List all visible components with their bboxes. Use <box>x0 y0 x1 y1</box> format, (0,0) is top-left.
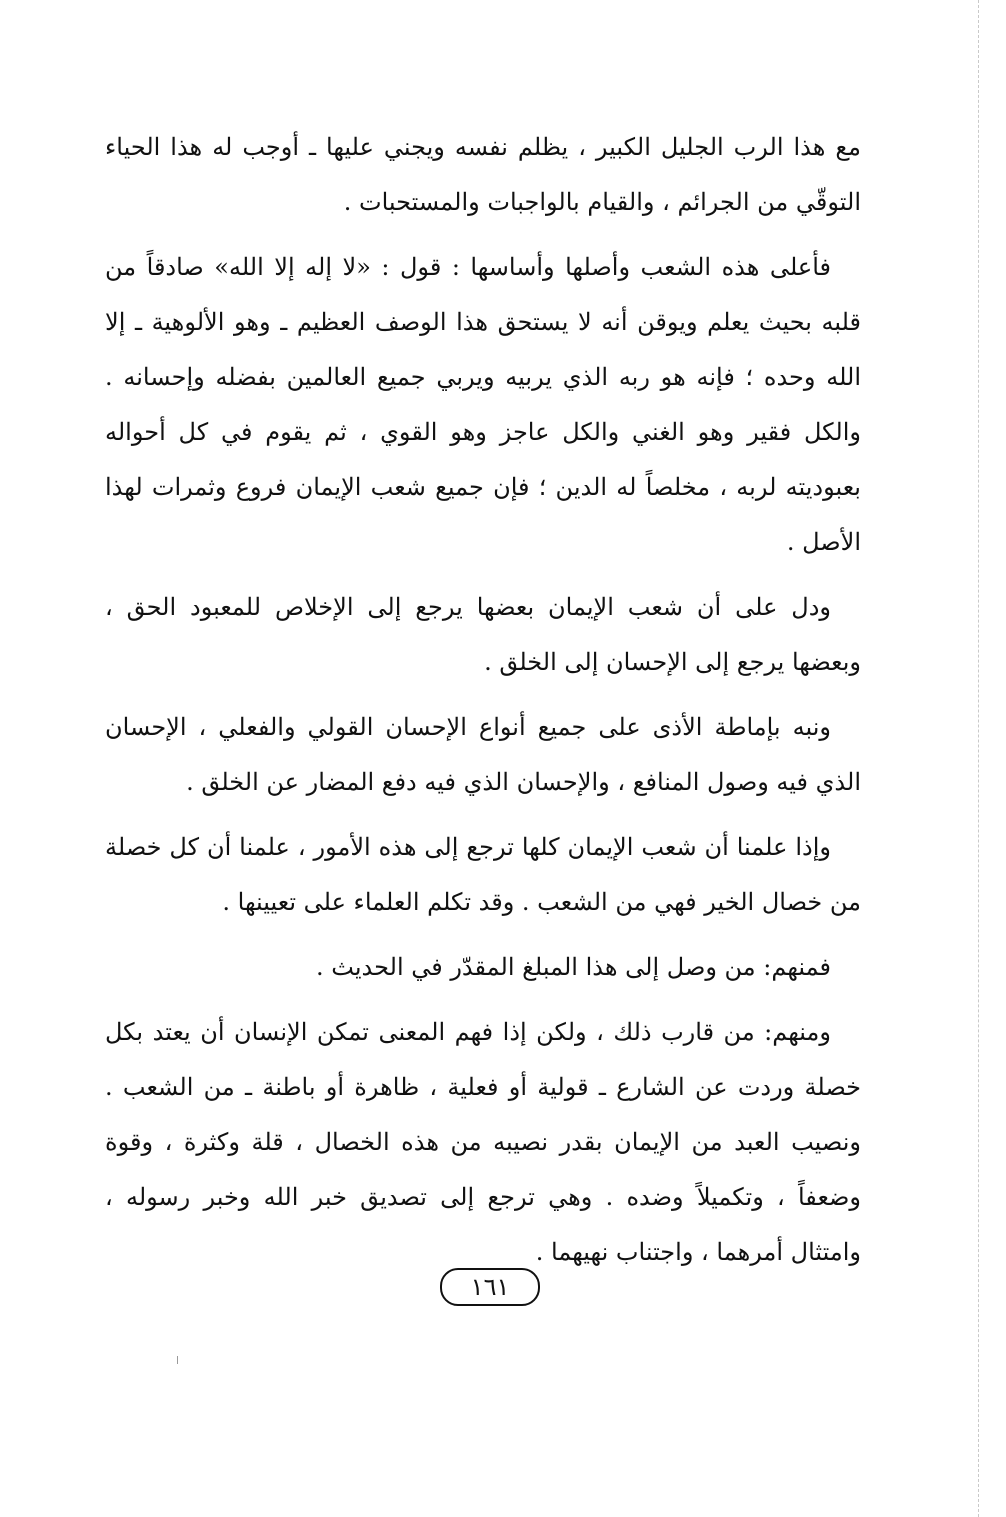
paragraph-6: فمنهم: من وصل إلى هذا المبلغ المقدّر في الحديث . <box>316 953 831 981</box>
paragraph-7: ومنهم: من قارب ذلك ، ولكن إذا فهم المعنى تمكن الإنسان أن يعتد بكل خصلة وردت عن الشارع ـ قولية أو فعلية ، ظاهرة أو باطنة ـ من الشعب . ونصيب العبد من الإيمان بقدر نصيبه من هذه الخصال ، قلة وكثرة ، وقوة وضعفاً ، وتكميلاً وضده . وهي ترجع إلى تصديق خبر الله وخبر رسوله ، وامتثال أمرهما ، واجتناب نهيهما . <box>105 1018 861 1266</box>
page-number-frame <box>440 1268 540 1306</box>
paragraph-3: ودل على أن شعب الإيمان بعضها يرجع إلى الإخلاص للمعبود الحق ، وبعضها يرجع إلى الإحسان إلى الخلق . <box>105 593 861 676</box>
paragraph-2: فأعلى هذه الشعب وأصلها وأساسها : قول : «لا إله إلا الله» صادقاً من قلبه بحيث يعلم ويوقن أنه لا يستحق هذا الوصف العظيم ـ وهو الألوهية ـ إلا الله وحده ؛ فإنه هو ربه الذي يربيه ويربي جميع العالمين بفضله وإحسانه . والكل فقير وهو الغني والكل عاجز وهو القوي ، ثم يقوم في كل أحواله بعبوديته لربه ، مخلصاً له الدين ؛ فإن جميع شعب الإيمان فروع وثمرات لهذا الأصل . <box>105 253 861 556</box>
page-number: ١٦١ <box>470 1273 510 1301</box>
paragraph-5: وإذا علمنا أن شعب الإيمان كلها ترجع إلى هذه الأمور ، علمنا أن كل خصلة من خصال الخير فهي من الشعب . وقد تكلم العلماء على تعيينها . <box>105 833 861 916</box>
paragraph-4: ونبه بإماطة الأذى على جميع أنواع الإحسان القولي والفعلي ، الإحسان الذي فيه وصول المنافع ، والإحسان الذي فيه دفع المضار عن الخلق . <box>105 713 861 796</box>
scan-speck <box>177 1356 178 1364</box>
scan-edge-line <box>978 0 979 1517</box>
main-text <box>105 120 861 1290</box>
paragraph-1: مع هذا الرب الجليل الكبير ، يظلم نفسه ويجني عليها ـ أوجب له هذا الحياء التوقّي من الجرائم ، والقيام بالواجبات والمستحبات . <box>105 133 861 216</box>
